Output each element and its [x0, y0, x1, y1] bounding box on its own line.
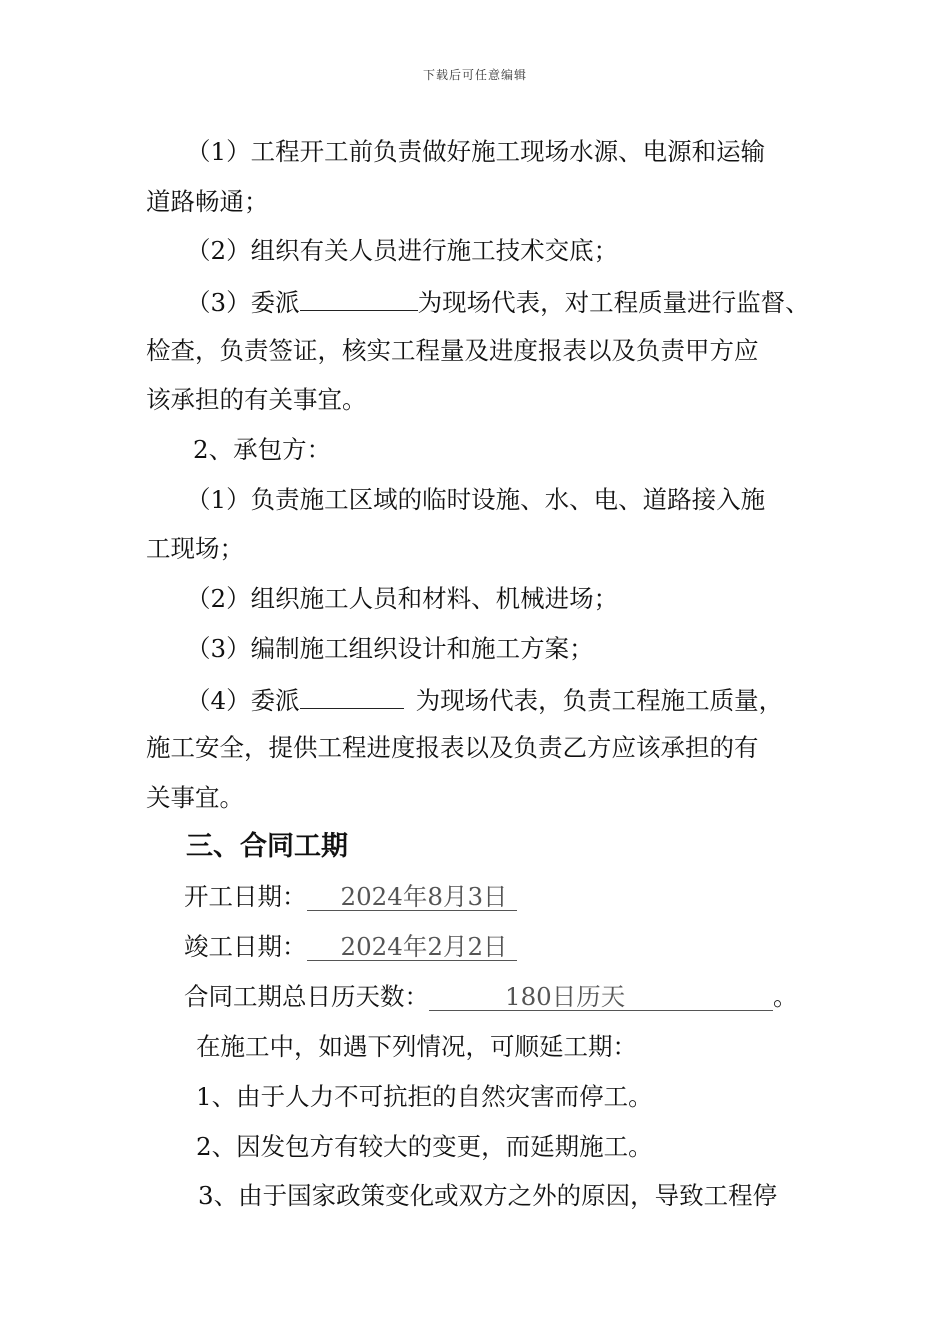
total-days-row — [184, 982, 798, 1012]
party-a-item-1-line-1: （1）工程开工前负责做好施工现场水源、电源和运输 — [186, 137, 766, 166]
party-b-item-4-line-1 — [186, 684, 783, 716]
extension-item-2: 2、因发包方有较大的变更，而延期施工。 — [196, 1132, 653, 1161]
extension-item-1: 1、由于人力不可抗拒的自然灾害而停工。 — [196, 1082, 653, 1111]
party-a-item-3-line-3: 该承担的有关事宜。 — [146, 385, 367, 414]
start-date-row — [184, 882, 517, 912]
party-a-item-1-line-2: 道路畅通； — [146, 187, 269, 216]
party-b-title: 2、承包方： — [193, 435, 332, 464]
party-b-representative-blank[interactable] — [300, 684, 404, 709]
start-date-value: 2024年8月3日 — [307, 884, 517, 911]
party-b-item-4-prefix: （4）委派 — [186, 686, 300, 715]
extension-item-3: 3、由于国家政策变化或双方之外的原因，导致工程停 — [198, 1181, 778, 1210]
end-date-label: 竣工日期： — [184, 932, 307, 961]
party-b-item-4-line-3: 关事宜。 — [146, 783, 244, 812]
end-date-row — [184, 932, 517, 962]
party-a-representative-blank[interactable] — [300, 286, 418, 311]
page-header-note: 下载后可任意编辑 — [422, 68, 527, 82]
party-b-item-1-line-1: （1）负责施工区域的临时设施、水、电、道路接入施 — [186, 485, 766, 514]
party-a-item-3-suffix: 为现场代表，对工程质量进行监督、 — [417, 288, 810, 317]
party-b-item-2: （2）组织施工人员和材料、机械进场； — [186, 584, 619, 613]
start-date-label: 开工日期： — [184, 882, 307, 911]
party-b-item-3: （3）编制施工组织设计和施工方案； — [186, 634, 594, 663]
party-b-item-4-suffix: 为现场代表，负责工程施工质量， — [415, 686, 784, 715]
party-b-item-4-line-2: 施工安全，提供工程进度报表以及负责乙方应该承担的有 — [146, 733, 759, 762]
party-a-item-3-prefix: （3）委派 — [186, 288, 300, 317]
total-days-label: 合同工期总日历天数： — [184, 982, 429, 1011]
party-a-item-2: （2）组织有关人员进行施工技术交底； — [186, 236, 619, 265]
party-a-item-3-line-1 — [186, 286, 810, 318]
extension-intro: 在施工中，如遇下列情况，可顺延工期： — [196, 1032, 637, 1061]
party-b-item-1-line-2: 工现场； — [146, 534, 244, 563]
section-3-heading: 三、合同工期 — [186, 831, 348, 862]
end-date-value: 2024年2月2日 — [307, 934, 517, 961]
total-days-period: 。 — [773, 982, 798, 1011]
total-days-value: 180日历天 — [429, 984, 773, 1011]
party-a-item-3-line-2: 检查，负责签证，核实工程量及进度报表以及负责甲方应 — [146, 336, 759, 365]
